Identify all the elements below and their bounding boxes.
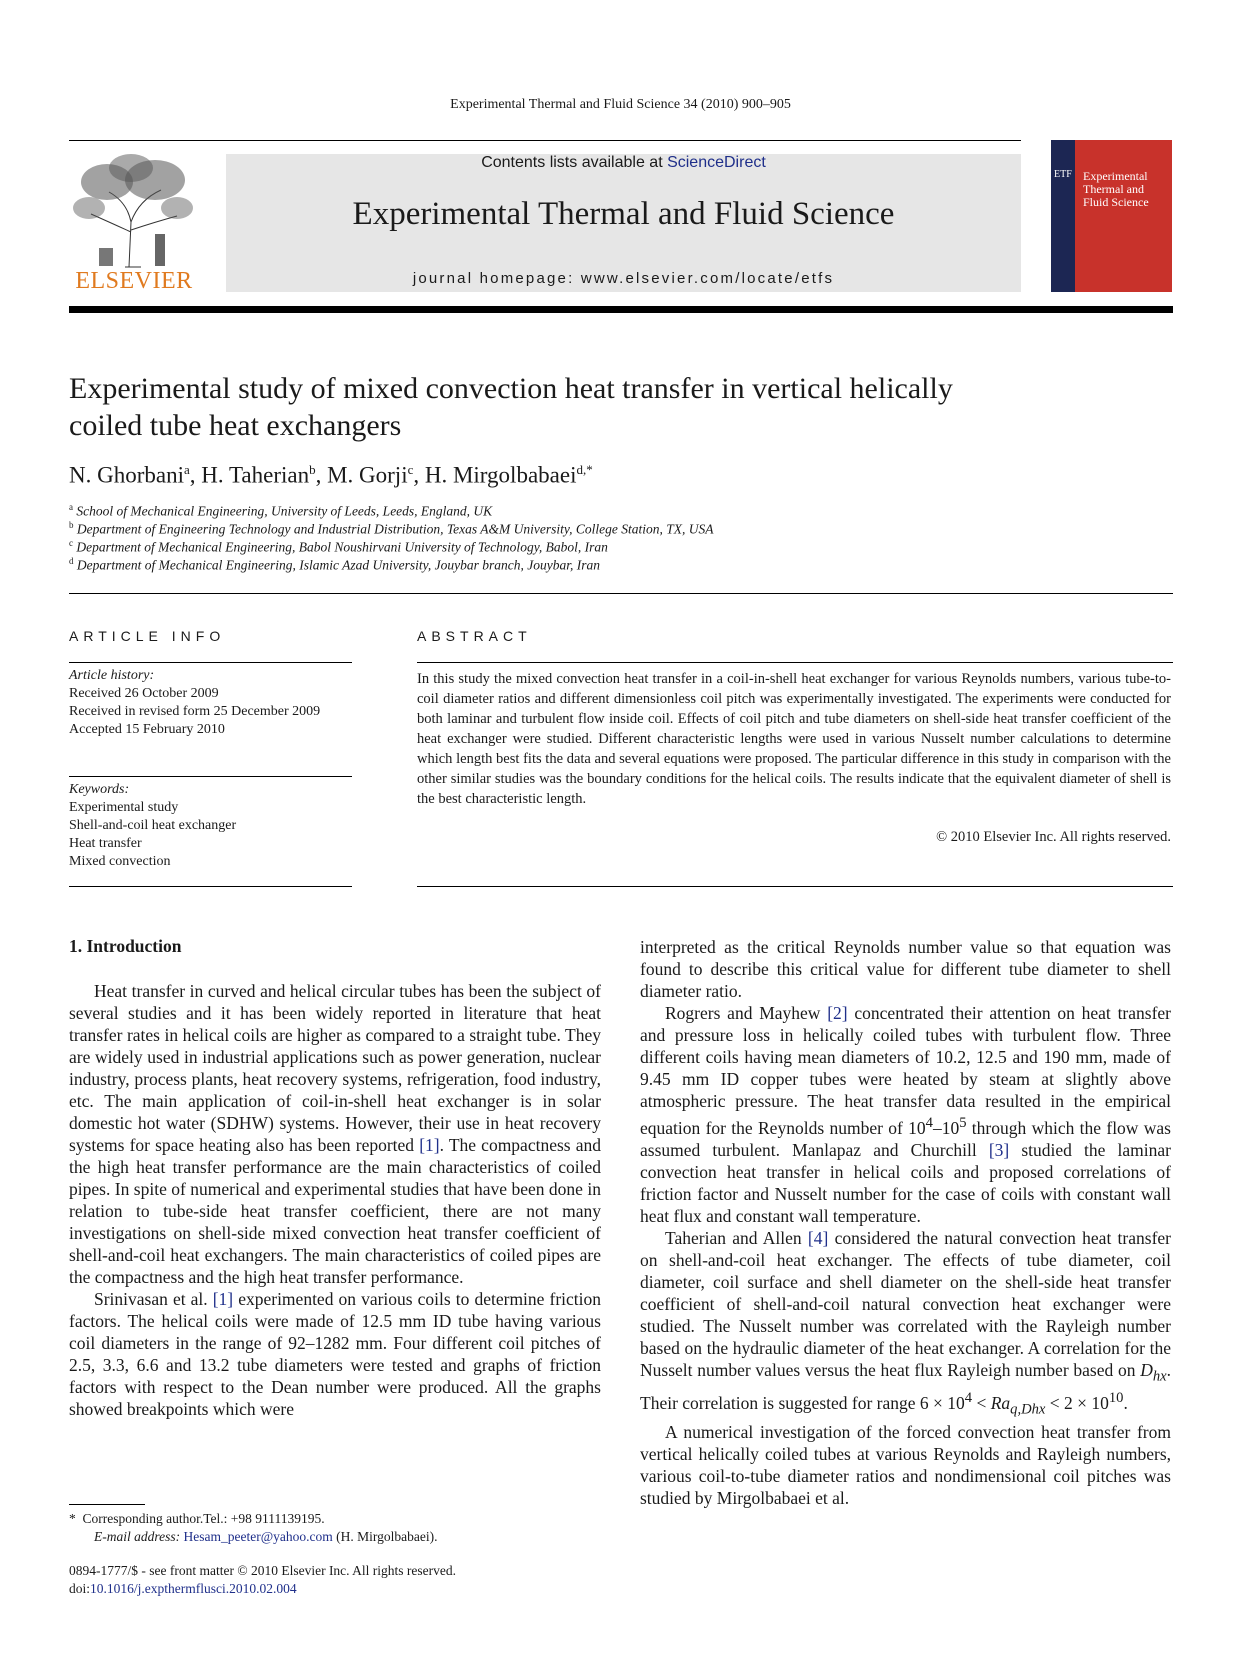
article-history xyxy=(69,667,320,739)
doi-link[interactable]: 10.1016/j.expthermflusci.2010.02.004 xyxy=(90,1581,297,1596)
keyword: Experimental study xyxy=(69,800,179,815)
cover-strip xyxy=(1051,140,1075,292)
body-paragraph xyxy=(69,980,601,1288)
superscript: 10 xyxy=(1108,1390,1124,1407)
text-run: –10 xyxy=(932,1117,960,1138)
body-paragraph xyxy=(640,1002,1171,1227)
math-symbol: Ra xyxy=(990,1393,1011,1414)
journal-reference: Experimental Thermal and Fluid Science 34 (2010) 900–905 xyxy=(450,97,791,112)
body-column-right xyxy=(640,936,1171,1509)
journal-homepage[interactable]: journal homepage: www.elsevier.com/locate/etfs xyxy=(412,270,835,287)
info-rule xyxy=(69,776,352,777)
abstract-rule xyxy=(417,662,1173,663)
title-separator xyxy=(69,593,1173,594)
math-symbol: D xyxy=(1140,1359,1153,1380)
footnote-mark: * xyxy=(69,1511,76,1526)
author-sup: a xyxy=(183,462,190,477)
cover-title: Experimental Thermal and Fluid Science xyxy=(1083,169,1149,209)
body-paragraph: interpreted as the critical Reynolds number value so that equation was found to describe this critical value for different tube diameter to shell diameter ratio. xyxy=(640,937,1171,1001)
email-suffix: (H. Mirgolbabaei). xyxy=(332,1529,438,1544)
subscript: q,Dhx xyxy=(1010,1401,1046,1418)
footnote-text: Corresponding author.Tel.: +98 9111139195. xyxy=(82,1511,325,1526)
superscript: 4 xyxy=(925,1115,933,1131)
email-link[interactable]: Hesam_peeter@yahoo.com xyxy=(183,1529,333,1544)
author-sup: c xyxy=(407,462,414,477)
text-run: concentrated their attention on heat transfer and pressure loss in helically coiled tubes with turbulent flow. Three different coils having mean diameters of 10.2, 12.5 and 190 mm, made of 9.45 mm ID copper tubes were heated by steam at slightly above atmospheric pressure. The heat transfer data resulted in the empirical equation for the Reynolds number of 10 xyxy=(640,1003,1172,1138)
received-date: Received 26 October 2009 xyxy=(69,686,219,701)
elsevier-wordmark: ELSEVIER xyxy=(75,268,193,294)
body-paragraph xyxy=(640,1227,1171,1421)
text-run: < 2 × 10 xyxy=(1045,1393,1109,1414)
author-name[interactable]: M. Gorji xyxy=(327,462,408,488)
text-run: studied the laminar convection heat transfer in helical coils and proposed correlations of friction factor and Nusselt number for the case of coils with constant wall heat flux and constant wall temperature. xyxy=(640,1139,1171,1226)
publication-info xyxy=(69,1562,456,1598)
info-rule xyxy=(69,662,352,663)
article-info-heading: ARTICLE INFO xyxy=(69,628,226,644)
citation-link[interactable]: [3] xyxy=(988,1139,1010,1160)
figure-shape xyxy=(155,234,165,266)
affiliation-sup: d xyxy=(69,556,74,566)
keyword: Mixed convection xyxy=(69,854,171,869)
text-run: Heat transfer in curved and helical circular tubes has been the subject of several studies and it has been widely reported in literature that heat transfer rates in helical coils are higher as compared to a straight tube. They are widely used in industrial applications such as power generation, nuclear industry, process plants, heat recovery systems, refrigeration, food industry, etc. The main application of coil-in-shell heat exchanger is in solar domestic hot water (SDHW) systems. However, their use in heat recovery systems for space heating also has been reported xyxy=(69,981,601,1155)
affiliation xyxy=(69,556,600,574)
title-line-1: Experimental study of mixed convection heat transfer in vertical helically xyxy=(69,372,953,405)
superscript: 5 xyxy=(959,1115,967,1131)
body-paragraph: A numerical investigation of the forced convection heat transfer from vertical helically coiled tubes at various Reynolds and Rayleigh numbers, various coil-to-tube diameter ratios and nondimensional coil pitches was studied by Mirgolbabaei et al. xyxy=(640,1421,1171,1508)
history-label: Article history: xyxy=(69,668,155,683)
author-sup: d,* xyxy=(576,462,593,477)
affiliation-text: School of Mechanical Engineering, University of Leeds, Leeds, England, UK xyxy=(76,503,493,519)
footnote-rule xyxy=(69,1504,145,1505)
abstract-text: In this study the mixed convection heat transfer in a coil-in-shell heat exchanger for various Reynolds numbers, various tube-to-coil diameter ratios and different dimensionless coil pitch was experimentally investigated. The experiments were conducted for both laminar and turbulent flow inside coil. Effects of coil pitch and tube diameters on shell-side heat transfer coefficient of the heat exchanger were studied. Different characteristic lengths were used in various Nusselt number calculations to determine which length best fits the data and several equations were proposed. The particular difference in this study in comparison with the other similar studies was the boundary conditions for the helical coils. The results indicate that the equivalent diameter of shell is the best characteristic length. xyxy=(417,671,1171,807)
journal-name: Experimental Thermal and Fluid Science xyxy=(352,196,895,232)
text-run: < xyxy=(972,1393,991,1414)
subscript: hx xyxy=(1152,1368,1167,1385)
affiliation-text: Department of Engineering Technology and Industrial Distribution, Texas A&M University, College Station, TX, USA xyxy=(76,521,714,537)
sciencedirect-link[interactable]: ScienceDirect xyxy=(667,154,766,171)
text-run: . xyxy=(1123,1393,1128,1414)
author-name[interactable]: H. Taherian xyxy=(201,462,310,488)
contents-prefix: Contents lists available at xyxy=(481,154,668,171)
text-run: . Their correlation is suggested for range 6 × 10 xyxy=(640,1359,1171,1414)
citation-link[interactable]: [1] xyxy=(212,1289,234,1309)
revised-date: Received in revised form 25 December 2009 xyxy=(69,704,321,719)
affiliation-text: Department of Mechanical Engineering, Islamic Azad University, Jouybar branch, Jouybar, Iran xyxy=(76,557,601,573)
affiliation-sup: b xyxy=(69,520,74,530)
body-column-left xyxy=(69,980,601,1420)
email-label: E-mail address: xyxy=(94,1529,184,1544)
superscript: 4 xyxy=(964,1390,973,1407)
section-heading: 1. Introduction xyxy=(69,936,182,956)
author-name[interactable]: H. Mirgolbabaei xyxy=(424,462,577,488)
header-rule xyxy=(69,140,1021,141)
author-list: N. Ghorbani$^a$, H. Taherian$^b$, M. Gorji$^c$, H. Mirgolbabaei$^{d,*}$ xyxy=(69,462,593,488)
text-run: Rogrers and Mayhew xyxy=(665,1003,828,1023)
abstract-copyright: © 2010 Elsevier Inc. All rights reserved. xyxy=(936,829,1171,845)
text-run: experimented on various coils to determine friction factors. The helical coils were made of 12.5 mm ID tube having various coil diameters in the range of 92–1282 mm. Four different coil pitches of 2.5, 3.3, 6.6 and 13.2 tube diameters were tested and graphs of friction factors with respect to the Dean number were produced. All the graphs showed breakpoints which were xyxy=(69,1289,602,1419)
cover-abbrev: ETF xyxy=(1054,169,1072,180)
citation-link[interactable]: [4] xyxy=(807,1227,829,1248)
journal-cover-thumbnail xyxy=(1051,140,1172,292)
affiliation-sup: c xyxy=(69,538,73,548)
header-thick-rule xyxy=(69,306,1173,313)
article-title xyxy=(69,370,1179,444)
corresponding-author-footnote xyxy=(69,1510,438,1546)
author-name[interactable]: N. Ghorbani xyxy=(69,462,184,488)
keyword: Heat transfer xyxy=(69,836,142,851)
accepted-date: Accepted 15 February 2010 xyxy=(69,722,225,737)
abstract-rule xyxy=(417,886,1173,887)
doi-prefix: doi: xyxy=(69,1581,91,1596)
text-run: Taherian and Allen xyxy=(665,1227,808,1248)
abstract-heading: ABSTRACT xyxy=(417,628,532,644)
contents-line xyxy=(226,154,1021,172)
affiliation xyxy=(69,538,608,556)
keywords-label: Keywords: xyxy=(69,782,130,797)
text-run: Srinivasan et al. xyxy=(94,1289,213,1309)
author-sup: b xyxy=(309,462,316,477)
citation-link[interactable]: [1] xyxy=(419,1135,440,1155)
affiliation-text: Department of Mechanical Engineering, Babol Noushirvani University of Technology, Babol, Iran xyxy=(76,539,608,555)
info-rule xyxy=(69,886,352,887)
citation-link[interactable]: [2] xyxy=(827,1003,848,1023)
title-line-2: coiled tube heat exchangers xyxy=(69,409,402,442)
body-paragraph xyxy=(69,1288,601,1420)
keyword: Shell-and-coil heat exchanger xyxy=(69,818,237,833)
issn-line: 0894-1777/$ - see front matter © 2010 Elsevier Inc. All rights reserved. xyxy=(69,1563,457,1578)
affiliation-sup: a xyxy=(69,502,73,512)
text-run: . The compactness and the high heat transfer performance are the main characteristics of coiled pipes. In spite of numerical and experimental studies that have been done in relation to tube-side heat transfer coefficient, there are not many investigations on shell-side mixed convection heat transfer coefficient of shell-and-coil heat exchangers. The main characteristics of coiled pipes are the compactness and the high heat transfer performance. xyxy=(69,1135,602,1287)
text-run: through which the flow was assumed turbulent. Manlapaz and Churchill xyxy=(640,1117,1171,1160)
affiliation xyxy=(69,502,492,520)
text-run: considered the natural convection heat transfer on shell-and-coil heat exchanger. The effects of tube diameter, coil diameter, coil surface and shell diameter on the shell-side heat transfer coefficient of shell-and-coil natural convection heat exchanger were studied. The Nusselt number was correlated with the Rayleigh number based on the hydraulic diameter of the heat exchanger. A correlation for the Nusselt number values versus the heat flux Rayleigh number based on xyxy=(640,1227,1172,1380)
affiliation xyxy=(69,520,713,538)
keywords xyxy=(69,781,236,871)
